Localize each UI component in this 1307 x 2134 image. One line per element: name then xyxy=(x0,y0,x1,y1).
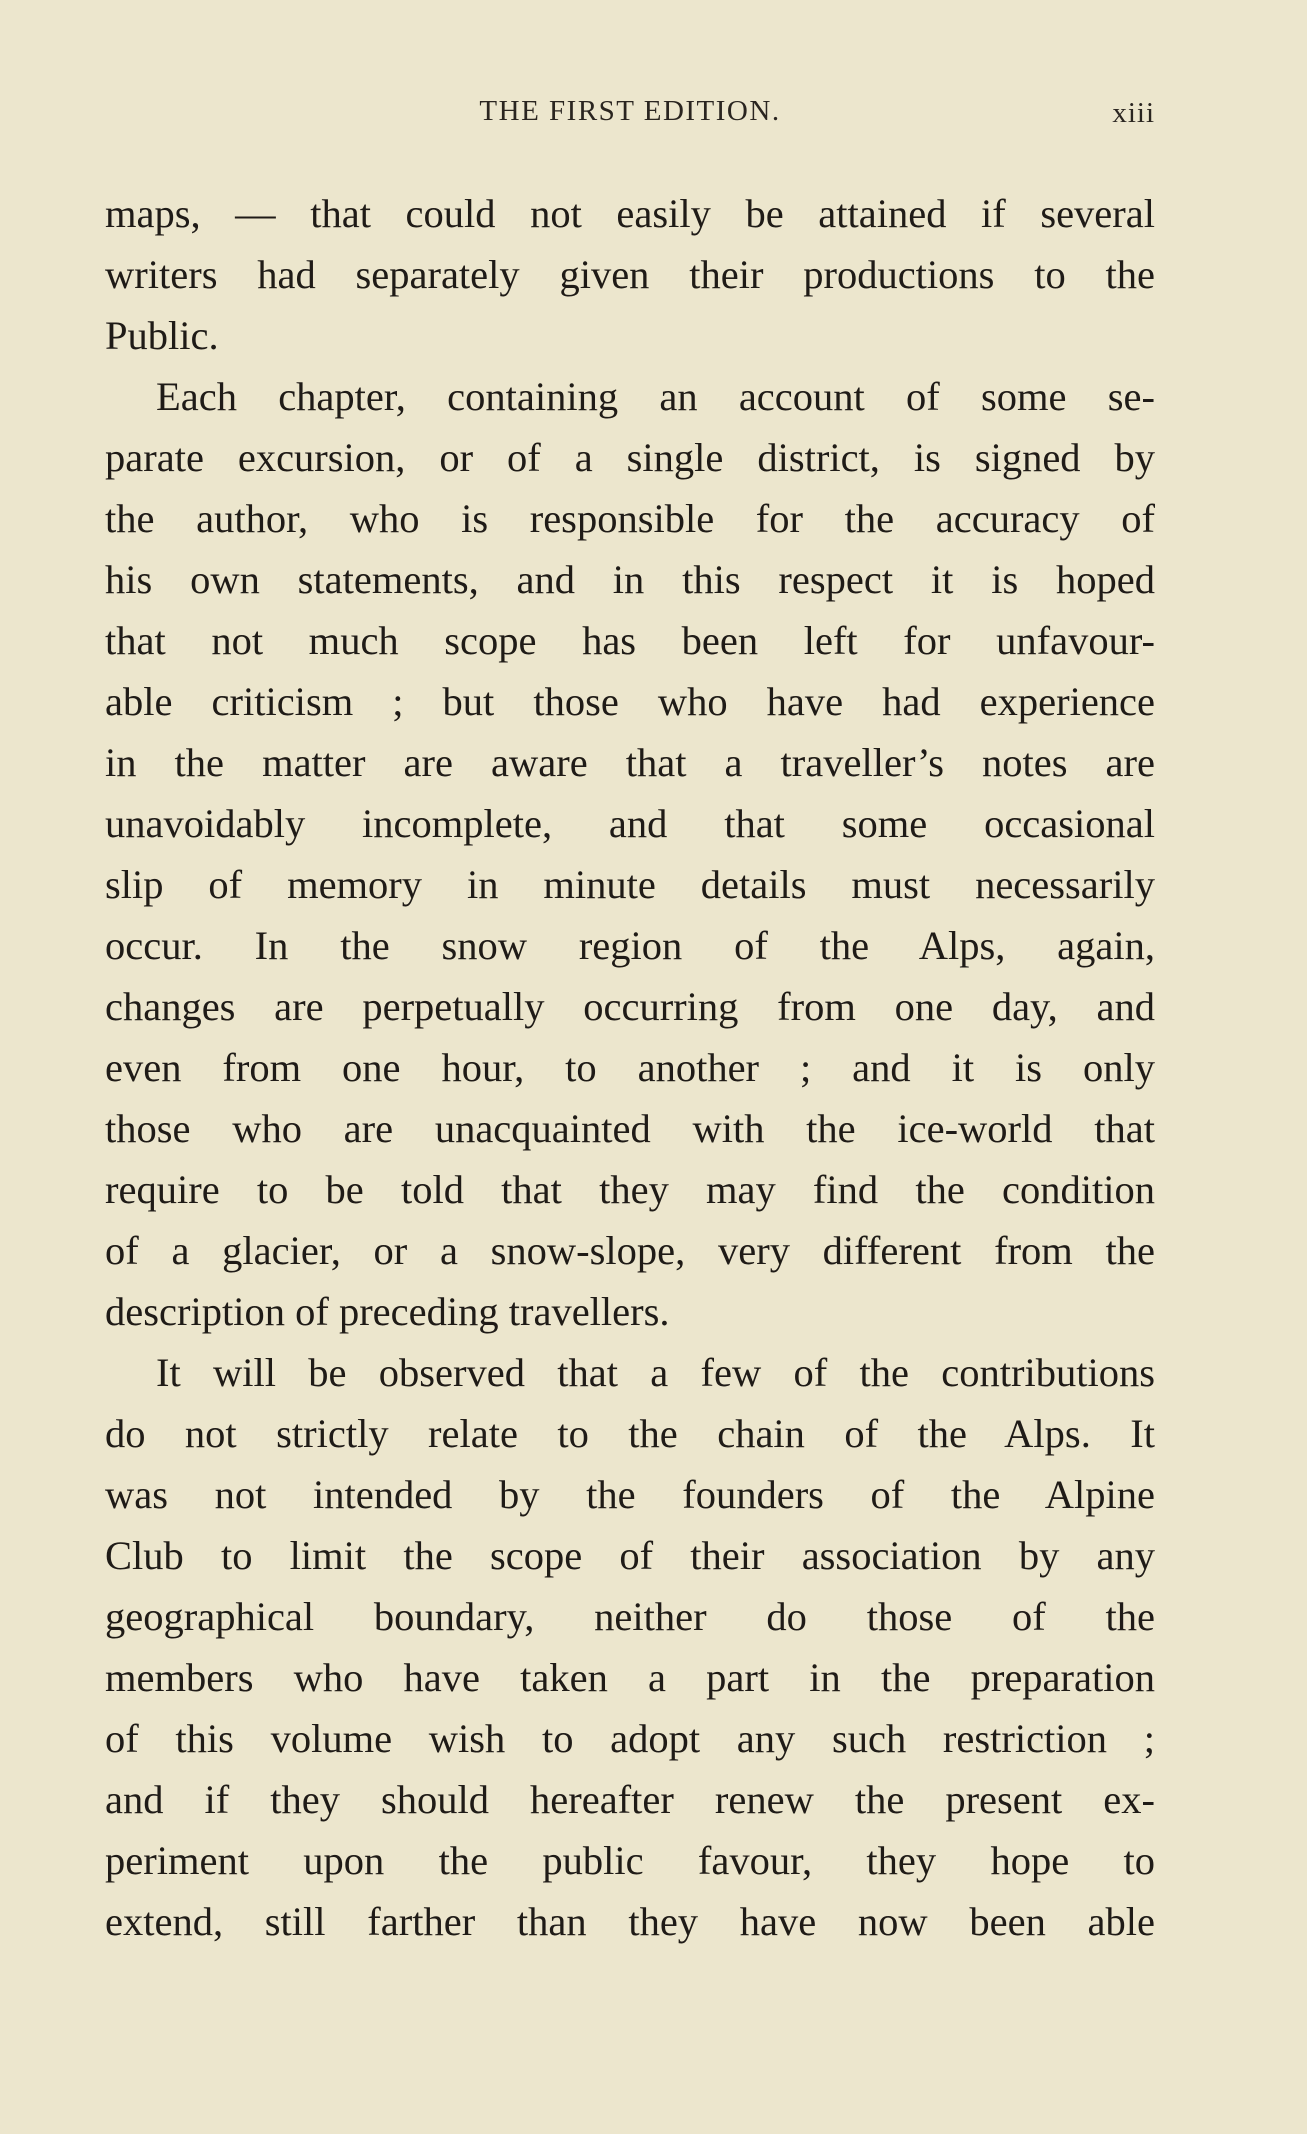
text-line: Club to limit the scope of their association by any xyxy=(105,1533,1155,1578)
text-line: writers had separately given their productions to the xyxy=(105,252,1155,297)
text-line: was not intended by the founders of the Alpine xyxy=(105,1472,1155,1517)
text-line: unavoidably incomplete, and that some occasional xyxy=(105,801,1155,846)
text-line: of this volume wish to adopt any such restriction ; xyxy=(105,1716,1155,1761)
text-line: the author, who is responsible for the accuracy of xyxy=(105,496,1155,541)
text-line: and if they should hereafter renew the present ex- xyxy=(105,1777,1155,1822)
text-line: even from one hour, to another ; and it is only xyxy=(105,1045,1155,1090)
text-line: Public. xyxy=(105,313,219,358)
text-line: geographical boundary, neither do those of the xyxy=(105,1594,1155,1639)
text-line: parate excursion, or of a single district, is signed by xyxy=(105,435,1155,480)
text-line: occur. In the snow region of the Alps, again, xyxy=(105,923,1155,968)
text-line: extend, still farther than they have now been able xyxy=(105,1899,1155,1944)
text-line: require to be told that they may find the condition xyxy=(105,1167,1155,1212)
text-line: that not much scope has been left for unfavour- xyxy=(105,618,1155,663)
text-line: do not strictly relate to the chain of the Alps. It xyxy=(105,1411,1155,1456)
text-line: those who are unacquainted with the ice-world that xyxy=(105,1106,1155,1151)
text-line: of a glacier, or a snow-slope, very different from the xyxy=(105,1228,1155,1273)
text-line: in the matter are aware that a traveller’s notes are xyxy=(105,740,1155,785)
text-line: changes are perpetually occurring from one day, and xyxy=(105,984,1155,1029)
text-line: able criticism ; but those who have had experience xyxy=(105,679,1155,724)
text-line: slip of memory in minute details must necessarily xyxy=(105,862,1155,907)
paragraph-start-line: It will be observed that a few of the contributions xyxy=(156,1350,1155,1395)
text-line: maps, — that could not easily be attained if several xyxy=(105,191,1155,236)
text-line: description of preceding travellers. xyxy=(105,1289,670,1334)
text-line: his own statements, and in this respect it is hoped xyxy=(105,557,1155,602)
body-text xyxy=(105,183,1155,1952)
text-line: members who have taken a part in the preparation xyxy=(105,1655,1155,1700)
running-head: THE FIRST EDITION. xyxy=(479,95,781,127)
page-header xyxy=(105,95,1155,135)
text-line: periment upon the public favour, they hope to xyxy=(105,1838,1155,1883)
page-number: xiii xyxy=(1112,97,1155,129)
paragraph-start-line: Each chapter, containing an account of some se- xyxy=(156,374,1155,419)
